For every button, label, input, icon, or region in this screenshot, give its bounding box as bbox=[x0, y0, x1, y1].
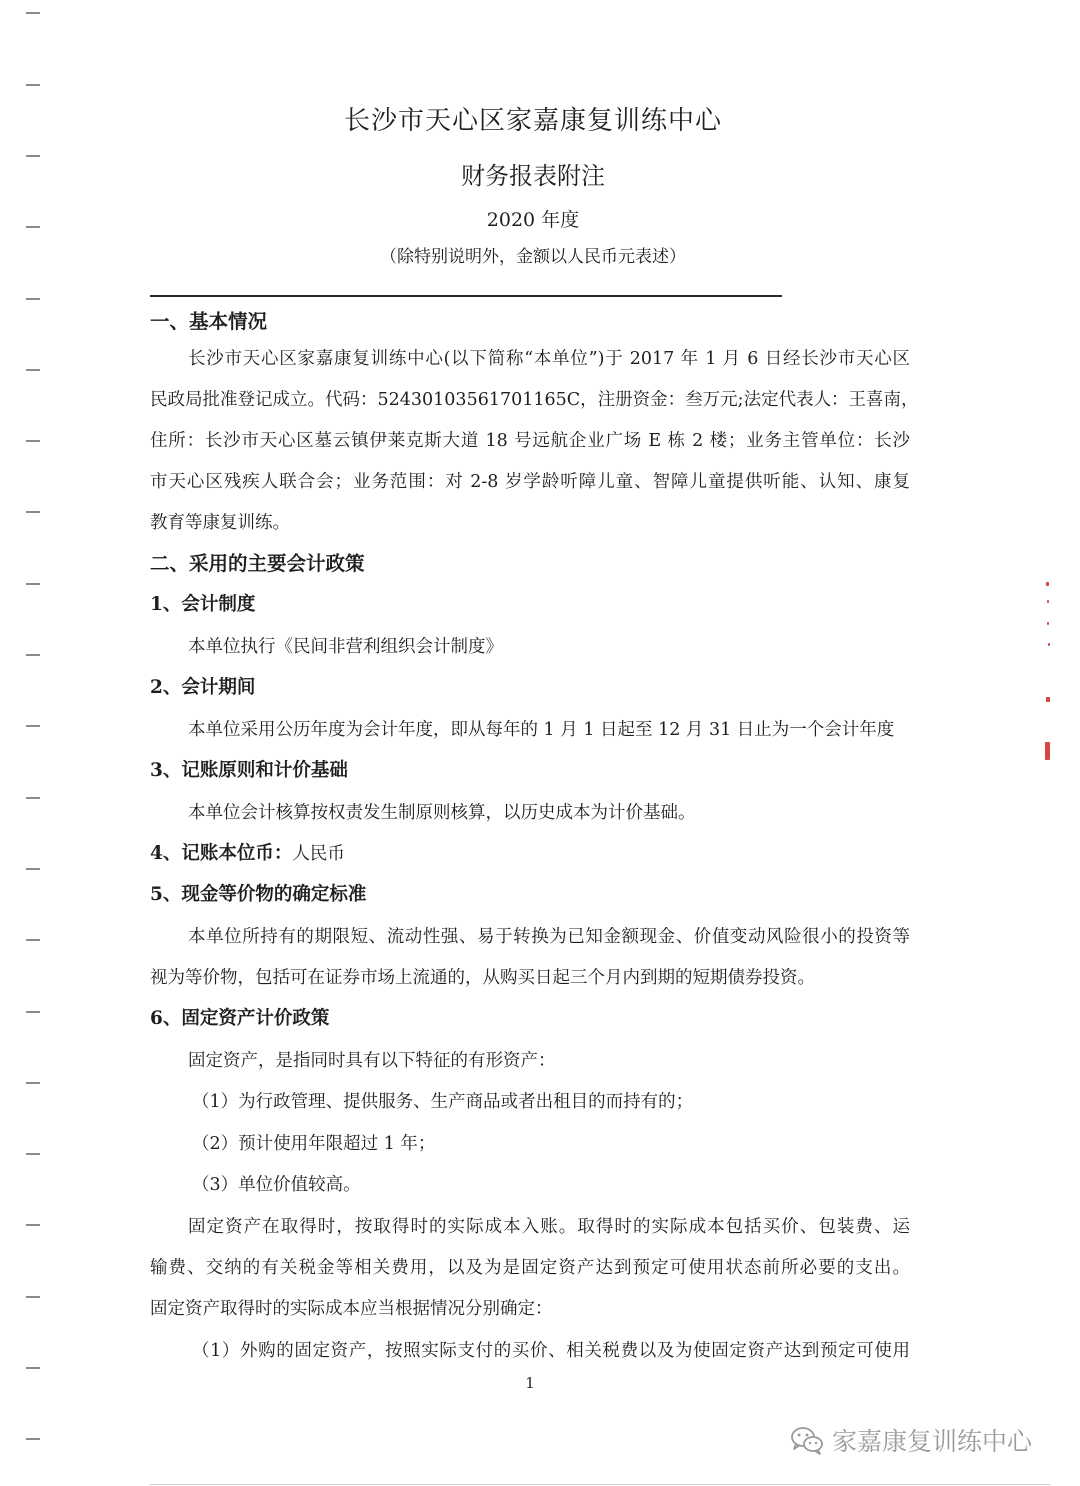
binding-mark bbox=[26, 725, 40, 727]
page-number: 1 bbox=[525, 1374, 535, 1392]
binding-mark bbox=[26, 84, 40, 86]
paragraph-line: 住所：长沙市天心区墓云镇伊莱克斯大道 18 号远航企业广场 E 栋 2 楼；业务主管单位：长沙 bbox=[150, 431, 910, 451]
list-item: （2）预计使用年限超过 1 年； bbox=[192, 1134, 436, 1154]
organization-title: 长沙市天心区家嘉康复训练中心 bbox=[343, 106, 722, 136]
subsection-heading: 3、记账原则和计价基础 bbox=[150, 760, 348, 781]
list-item: （3）单位价值较高。 bbox=[192, 1175, 361, 1195]
binding-mark bbox=[26, 511, 40, 513]
binding-mark bbox=[26, 1011, 40, 1013]
binding-mark bbox=[26, 1296, 40, 1298]
paragraph-line: 本单位会计核算按权责发生制原则核算，以历史成本为计价基础。 bbox=[188, 803, 696, 823]
binding-mark bbox=[26, 369, 40, 371]
paragraph-line: 视为等价物，包括可在证券市场上流通的，从购买日起三个月内到期的短期债券投资。 bbox=[150, 968, 815, 988]
seal-fragment bbox=[1048, 643, 1050, 646]
paragraph-line: 固定资产取得时的实际成本应当根据情况分别确定： bbox=[150, 1299, 553, 1319]
currency-line bbox=[150, 843, 345, 865]
paragraph-line: 民政局批准登记成立。代码：52430103561701165C，注册资金：叁万元;法定代表人：王喜南， bbox=[150, 390, 919, 410]
binding-mark bbox=[26, 440, 40, 442]
report-year: 2020 年度 bbox=[486, 209, 580, 231]
subsection-heading: 1、会计制度 bbox=[150, 594, 256, 615]
binding-mark bbox=[26, 1438, 40, 1440]
watermark bbox=[790, 1420, 1032, 1460]
document-title: 财务报表附注 bbox=[461, 162, 605, 190]
seal-fragment bbox=[1046, 697, 1050, 702]
section-heading: 一、基本情况 bbox=[150, 310, 268, 333]
header-rule bbox=[150, 295, 782, 297]
seal-fragment bbox=[1045, 742, 1050, 760]
functional-currency: 人民币 bbox=[292, 844, 345, 864]
section-heading: 二、采用的主要会计政策 bbox=[150, 552, 365, 575]
binding-mark bbox=[26, 583, 40, 585]
list-item: （1）为行政管理、提供服务、生产商品或者出租目的而持有的； bbox=[192, 1092, 694, 1112]
binding-mark bbox=[26, 298, 40, 300]
paragraph-line: 本单位采用公历年度为会计年度，即从每年的 1 月 1 日起至 12 月 31 日止为一个会计年度 bbox=[188, 720, 895, 740]
seal-fragment bbox=[1047, 600, 1049, 603]
binding-mark bbox=[26, 1367, 40, 1369]
binding-mark bbox=[26, 12, 40, 14]
paragraph-line: 输费、交纳的有关税金等相关费用，以及为是固定资产达到预定可使用状态前所必要的支出。 bbox=[150, 1258, 910, 1278]
paragraph-line: 固定资产在取得时，按取得时的实际成本入账。取得时的实际成本包括买价、包装费、运 bbox=[188, 1217, 910, 1237]
subsection-heading: 5、现金等价物的确定标准 bbox=[150, 884, 367, 905]
binding-mark bbox=[26, 797, 40, 799]
wechat-icon bbox=[790, 1425, 824, 1455]
binding-mark bbox=[26, 868, 40, 870]
paragraph-line: 固定资产，是指同时具有以下特征的有形资产： bbox=[188, 1051, 556, 1071]
binding-mark bbox=[26, 1153, 40, 1155]
binding-mark bbox=[26, 939, 40, 941]
seal-fragment bbox=[1047, 622, 1049, 625]
subsection-heading: 4、记账本位币： bbox=[150, 843, 293, 864]
subsection-heading: 6、固定资产计价政策 bbox=[150, 1008, 330, 1029]
paragraph-line: （1）外购的固定资产，按照实际支付的买价、相关税费以及为使固定资产达到预定可使用 bbox=[192, 1341, 910, 1361]
currency-note: （除特别说明外，金额以人民币元表述） bbox=[380, 247, 686, 267]
binding-mark bbox=[26, 1224, 40, 1226]
paragraph-line: 本单位所持有的期限短、流动性强、易于转换为已知金额现金、价值变动风险很小的投资等 bbox=[188, 927, 910, 947]
paragraph-line: 教育等康复训练。 bbox=[150, 513, 290, 533]
seal-fragment bbox=[1046, 582, 1049, 586]
subsection-heading: 2、会计期间 bbox=[150, 677, 256, 698]
watermark-text: 家嘉康复训练中心 bbox=[832, 1427, 1033, 1456]
paragraph-line: 本单位执行《民间非营利组织会计制度》 bbox=[188, 637, 503, 657]
binding-mark bbox=[26, 654, 40, 656]
binding-mark bbox=[26, 1082, 40, 1084]
paragraph-line: 长沙市天心区家嘉康复训练中心(以下简称“本单位”)于 2017 年 1 月 6 日经长沙市天心区 bbox=[188, 349, 910, 369]
page-edge bbox=[150, 1484, 1050, 1485]
paragraph-line: 市天心区残疾人联合会；业务范围：对 2-8 岁学龄听障儿童、智障儿童提供听能、认知、康复 bbox=[150, 472, 910, 492]
